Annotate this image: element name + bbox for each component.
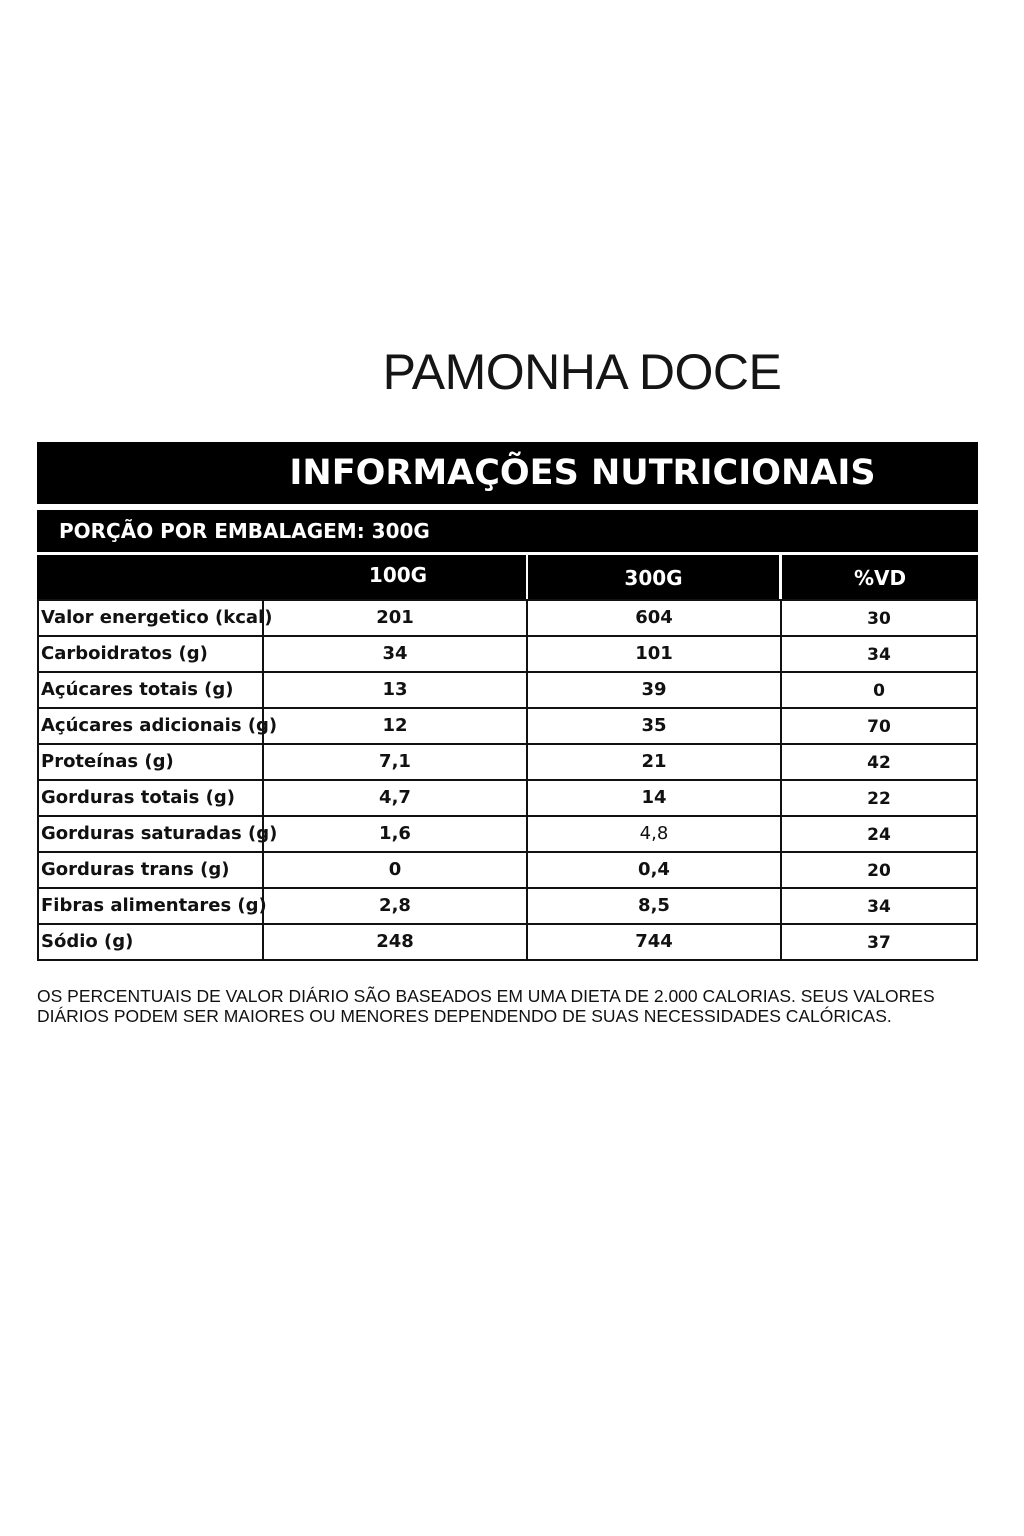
value-300g: 744 bbox=[527, 924, 781, 960]
table-row bbox=[38, 852, 977, 888]
nutrition-table-body bbox=[38, 600, 977, 960]
table-row bbox=[38, 636, 977, 672]
value-300g: 0,4 bbox=[527, 852, 781, 888]
value-100g: 1,6 bbox=[263, 816, 527, 852]
table-row bbox=[38, 780, 977, 816]
value-daily-percent: 42 bbox=[781, 744, 977, 780]
column-header-row bbox=[37, 555, 978, 599]
nutrition-info-header: INFORMAÇÕES NUTRICIONAIS bbox=[37, 442, 978, 504]
value-daily-percent: 70 bbox=[781, 708, 977, 744]
value-100g: 2,8 bbox=[263, 888, 527, 924]
value-100g: 4,7 bbox=[263, 780, 527, 816]
value-daily-percent: 22 bbox=[781, 780, 977, 816]
nutrient-label: Gorduras saturadas (g) bbox=[38, 816, 263, 852]
nutrient-label: Proteínas (g) bbox=[38, 744, 263, 780]
table-row bbox=[38, 600, 977, 636]
table-row bbox=[38, 672, 977, 708]
table-row bbox=[38, 744, 977, 780]
nutrient-label: Gorduras totais (g) bbox=[38, 780, 263, 816]
value-daily-percent: 30 bbox=[781, 600, 977, 636]
value-100g: 12 bbox=[263, 708, 527, 744]
column-header-100g-label: 100G bbox=[368, 563, 428, 587]
portion-size-bar: PORÇÃO POR EMBALAGEM: 300G bbox=[37, 510, 978, 552]
value-100g: 201 bbox=[263, 600, 527, 636]
value-300g: 14 bbox=[527, 780, 781, 816]
value-300g: 39 bbox=[527, 672, 781, 708]
table-row bbox=[38, 888, 977, 924]
nutrition-table bbox=[37, 599, 978, 961]
nutrient-label: Sódio (g) bbox=[38, 924, 263, 960]
table-row bbox=[38, 708, 977, 744]
value-daily-percent: 24 bbox=[781, 816, 977, 852]
value-300g: 8,5 bbox=[527, 888, 781, 924]
column-header-100g bbox=[37, 555, 526, 599]
column-header-300g: 300G bbox=[528, 555, 779, 599]
value-300g: 21 bbox=[527, 744, 781, 780]
value-daily-percent: 0 bbox=[781, 672, 977, 708]
product-title: PAMONHA DOCE bbox=[382, 344, 782, 400]
value-100g: 7,1 bbox=[263, 744, 527, 780]
value-300g: 4,8 bbox=[527, 816, 781, 852]
nutrient-label: Valor energetico (kcal) bbox=[38, 600, 263, 636]
column-header-vd: %VD bbox=[782, 555, 978, 599]
value-daily-percent: 34 bbox=[781, 888, 977, 924]
table-row bbox=[38, 924, 977, 960]
nutrient-label: Fibras alimentares (g) bbox=[38, 888, 263, 924]
nutrient-label: Gorduras trans (g) bbox=[38, 852, 263, 888]
value-300g: 35 bbox=[527, 708, 781, 744]
value-daily-percent: 20 bbox=[781, 852, 977, 888]
value-300g: 101 bbox=[527, 636, 781, 672]
table-row bbox=[38, 816, 977, 852]
nutrient-label: Açúcares totais (g) bbox=[38, 672, 263, 708]
value-daily-percent: 37 bbox=[781, 924, 977, 960]
value-100g: 248 bbox=[263, 924, 527, 960]
value-100g: 0 bbox=[263, 852, 527, 888]
value-daily-percent: 34 bbox=[781, 636, 977, 672]
nutrient-label: Carboidratos (g) bbox=[38, 636, 263, 672]
value-300g: 604 bbox=[527, 600, 781, 636]
daily-value-footnote: OS PERCENTUAIS DE VALOR DIÁRIO SÃO BASEADOS EM UMA DIETA DE 2.000 CALORIAS. SEUS VALORES DIÁRIOS PODEM SER MAIORES OU MENORES DEPENDENDO DE SUAS NECESSIDADES CALÓRICAS. bbox=[37, 986, 935, 1026]
value-100g: 13 bbox=[263, 672, 527, 708]
nutrient-label: Açúcares adicionais (g) bbox=[38, 708, 263, 744]
value-100g: 34 bbox=[263, 636, 527, 672]
